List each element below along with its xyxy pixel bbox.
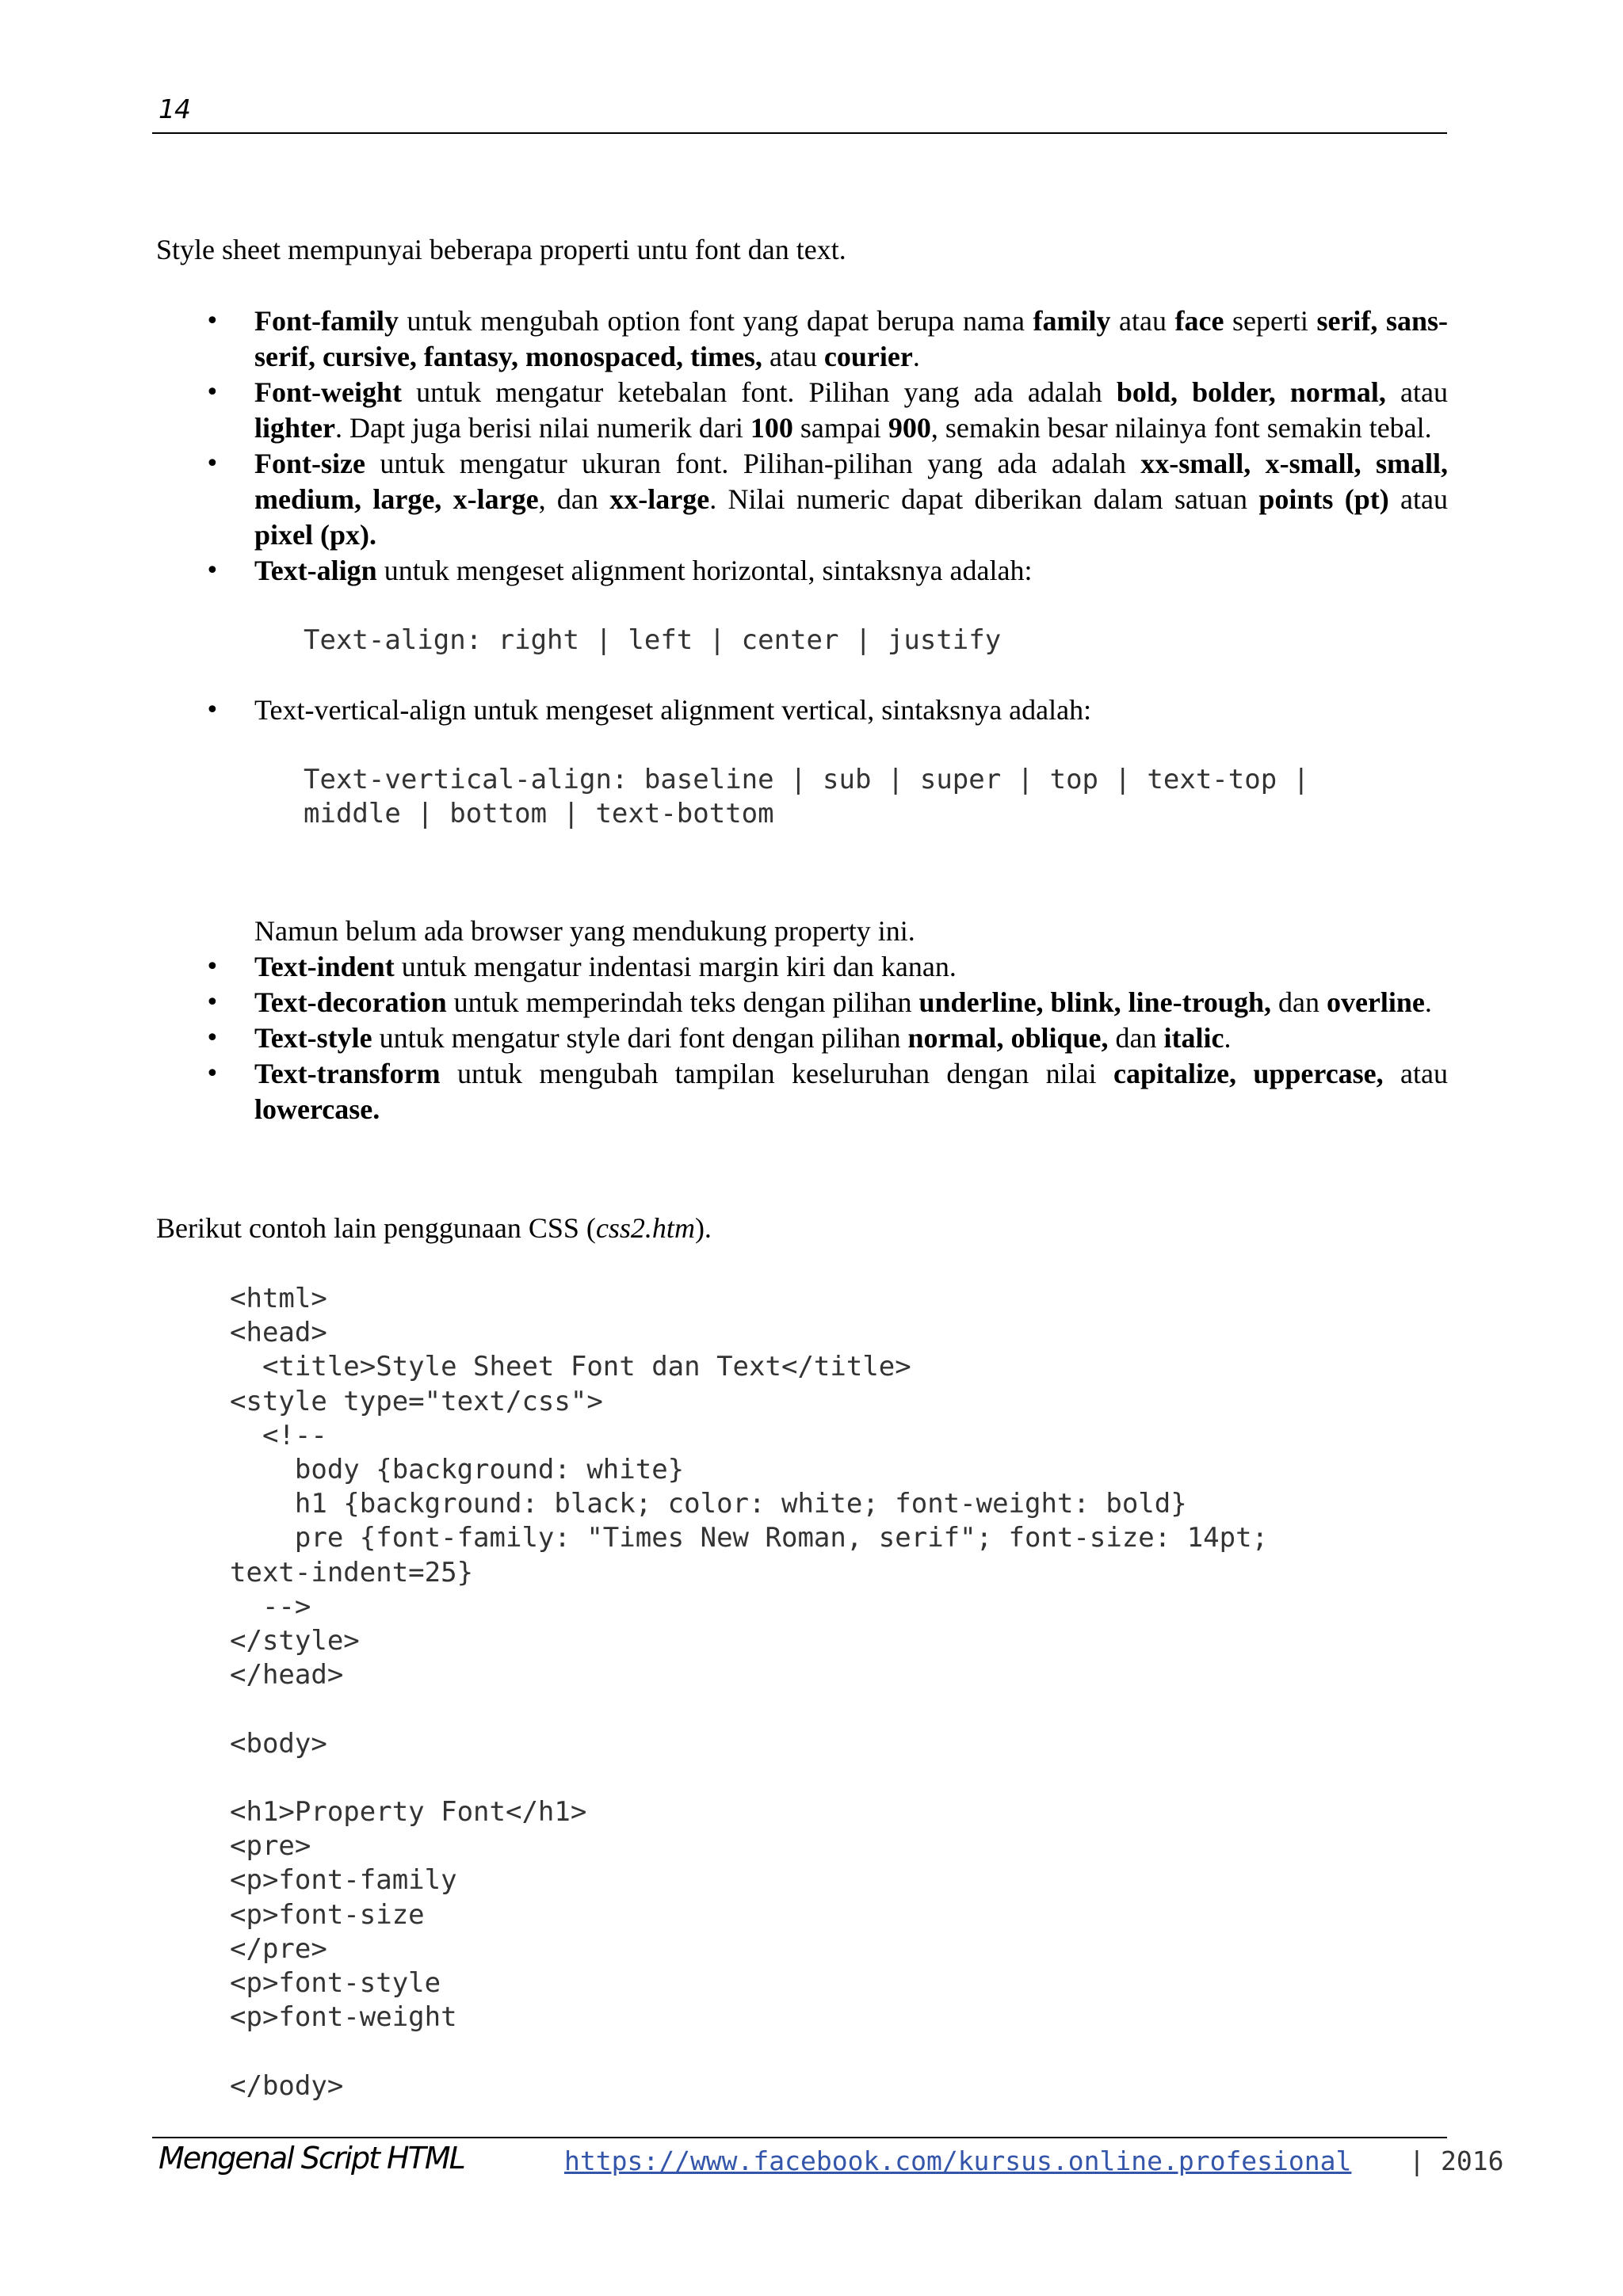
list-item-font-family: • Font-family untuk mengubah option font yang dapat berupa nama family atau face seperti serif, sans-serif, cursive, fantasy, monospaced, times, atau courier.: [156, 303, 1448, 375]
footer-title: Mengenal Script HTML: [158, 2141, 464, 2176]
footer-link[interactable]: https://www.facebook.com/kursus.online.profesional: [564, 2145, 1352, 2176]
property-list: [156, 303, 1448, 866]
example-filename: css2.htm: [595, 1212, 695, 1244]
footer-rule: [152, 2137, 1447, 2138]
footer-year: 2016: [1441, 2145, 1504, 2176]
code-text-vertical-align: Text-vertical-align: baseline | sub | super | top | text-top | middle | bottom | text-bottom: [304, 764, 1310, 830]
list-item-text-decoration: • Text-decoration untuk memperindah teks dengan pilihan underline, blink, line-trough, dan overline.: [156, 985, 1448, 1020]
example-lead-in: Berikut contoh lain penggunaan CSS (css2.htm).: [156, 1212, 712, 1244]
footer-separator: |: [1409, 2145, 1425, 2176]
list-item-text-indent: • Text-indent untuk mengatur indentasi margin kiri dan kanan.: [156, 949, 1448, 985]
bullets-continued: [156, 913, 1448, 1127]
list-item-font-size: • Font-size untuk mengatur ukuran font. Pilihan-pilihan yang ada adalah xx-small, x-small, small, medium, large, x-large, dan xx-large. Nilai numeric dapat diberikan dalam satuan points (pt) atau pixel (px).: [156, 446, 1448, 553]
header-rule: [152, 132, 1447, 134]
list-item-text-style: • Text-style untuk mengatur style dari font dengan pilihan normal, oblique, dan italic.: [156, 1020, 1448, 1056]
list-item-text-transform: • Text-transform untuk mengubah tampilan keseluruhan dengan nilai capitalize, uppercase, atau lowercase.: [156, 1056, 1448, 1127]
list-item-font-weight: • Font-weight untuk mengatur ketebalan font. Pilihan yang ada adalah bold, bolder, normal, atau lighter. Dapt juga berisi nilai numerik dari 100 sampai 900, semakin besar nilainya font semakin tebal.: [156, 375, 1448, 446]
example-code-listing: <html> <head> <title>Style Sheet Font dan Text</title> <style type="text/css"> <!-- body {background: white} h1 {background: black; color: white; font-weight: bold} pre {font-family: "Times New Roman, serif"; font-size: 14pt; text-indent=25} --> </style> </head> <body> <h1>Property Font</h1> <pre> <p>font-family <p>font-size </pre> <p>font-style <p>font-weight </body>: [230, 1283, 1269, 2102]
intro-paragraph: Style sheet mempunyai beberapa properti untu font dan text.: [156, 234, 846, 265]
code-text-align: Text-align: right | left | center | justify: [304, 624, 1002, 656]
list-item-text-align: • Text-align untuk mengeset alignment horizontal, sintaksnya adalah: Text-align: right | left | center | justify: [156, 553, 1448, 658]
list-item-text-vertical-align: • Text-vertical-align untuk mengeset alignment vertical, sintaksnya adalah: Text-vertical-align: baseline | sub | super | top | text-top | middle | bottom | text-bottom: [156, 692, 1448, 831]
vertical-align-note: Namun belum ada browser yang mendukung property ini.: [254, 915, 915, 947]
page-number: 14: [158, 93, 190, 124]
